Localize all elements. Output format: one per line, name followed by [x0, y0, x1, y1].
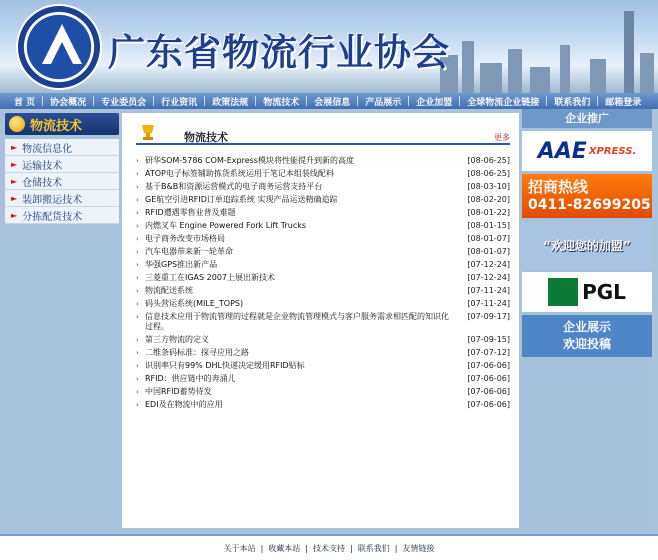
news-title[interactable]: RFID遭遇零售业普及难题	[145, 208, 236, 217]
bullet-icon: ›	[136, 222, 139, 230]
join-ad[interactable]: “欢迎您的加盟”	[522, 221, 652, 269]
news-date: [08-02-20]	[467, 195, 510, 204]
arrow-icon: ►	[11, 142, 18, 152]
left-sidebar-title: 物流技术	[30, 118, 83, 134]
footer-friend-links[interactable]: 友情链接	[402, 543, 435, 553]
news-row[interactable]	[136, 156, 510, 166]
arrow-icon: ►	[11, 159, 18, 169]
nav-tech[interactable]: 物流技术	[263, 97, 300, 108]
news-title[interactable]: 电子商务改变市场格局	[145, 234, 225, 243]
nav-join[interactable]: 企业加盟	[416, 97, 453, 108]
left-sidebar-header	[5, 113, 119, 135]
news-date: [08-06-25]	[467, 156, 510, 165]
showcase-line1: 企业展示	[562, 320, 611, 334]
pgl-logo-mark-icon	[548, 278, 578, 306]
left-menu	[5, 139, 119, 224]
news-title[interactable]: 中国RFID蓄势待发	[145, 387, 212, 396]
news-date: [08-01-15]	[467, 221, 510, 230]
showcase-line2: 欢迎投稿	[562, 337, 611, 351]
news-date: [08-01-07]	[467, 234, 510, 243]
left-menu-item[interactable]: ► 装卸搬运技术	[5, 190, 119, 207]
news-row[interactable]	[136, 387, 510, 397]
bullet-icon: ›	[136, 300, 139, 308]
hotline-number: 0411-82699205	[528, 197, 651, 213]
news-row[interactable]	[136, 169, 510, 179]
news-title[interactable]: 信息技术应用于物流管理的过程就是企业物流管理模式与客户服务需求相匹配的知识化过程。	[145, 312, 449, 331]
news-title[interactable]: 研华SOM-5786 COM-Express模块将性能提升到新的高度	[145, 156, 354, 165]
footer-about-link[interactable]: 关于本站	[223, 543, 256, 553]
news-row[interactable]	[136, 182, 510, 192]
left-menu-item[interactable]: ► 分拣配货技术	[5, 207, 119, 224]
footer: 关于本站 | 收藏本站 | 技术支持 | 联系我们 | 友情链接	[0, 534, 658, 560]
orb-icon	[9, 116, 25, 132]
skyline-building	[560, 45, 570, 93]
nav-mail-login[interactable]: 邮箱登录	[605, 97, 642, 108]
skyline-building	[530, 67, 550, 93]
section-title: 物流技术	[184, 131, 228, 144]
aae-logo-text: AAE	[537, 138, 587, 164]
news-date: [08-01-07]	[467, 247, 510, 256]
news-title[interactable]: 华强GPS推出新产品	[145, 260, 218, 269]
bullet-icon: ›	[136, 248, 139, 256]
bullet-icon: ›	[136, 313, 139, 321]
nav-global-links[interactable]: 全球物流企业链接	[467, 97, 540, 108]
news-row[interactable]	[136, 299, 510, 309]
bullet-icon: ›	[136, 183, 139, 191]
bullet-icon: ›	[136, 401, 139, 409]
bullet-icon: ›	[136, 157, 139, 165]
nav-products[interactable]: 产品展示	[365, 97, 402, 108]
news-date: [07-06-06]	[467, 387, 510, 396]
header-banner	[0, 0, 658, 93]
news-row[interactable]	[136, 195, 510, 205]
news-date: [07-06-06]	[467, 361, 510, 370]
news-date: [07-11-24]	[467, 299, 510, 308]
footer-support-link[interactable]: 技术支持	[313, 543, 345, 553]
news-title[interactable]: GE航空引进RFID订单追踪系统 实现产品运送精确追踪	[145, 195, 338, 204]
news-date: [07-09-15]	[467, 335, 510, 344]
news-row[interactable]	[136, 348, 510, 358]
news-row[interactable]	[136, 312, 510, 332]
news-row[interactable]	[136, 400, 510, 410]
pgl-logo-text: PGL	[582, 280, 626, 304]
skyline-tower	[624, 11, 634, 93]
right-sidebar	[522, 109, 652, 528]
left-menu-item[interactable]: ► 运输技术	[5, 156, 119, 173]
news-row[interactable]	[136, 234, 510, 244]
news-title[interactable]: 内燃叉车 Engine Powered Fork Lift Trucks	[145, 221, 307, 230]
news-title[interactable]: 二维条码标准：探寻应用之路	[145, 348, 249, 357]
bullet-icon: ›	[136, 375, 139, 383]
bullet-icon: ›	[136, 388, 139, 396]
left-menu-item[interactable]: ► 仓储技术	[5, 173, 119, 190]
more-link[interactable]: 更多	[494, 133, 510, 142]
pgl-ad[interactable]	[522, 272, 652, 312]
news-title[interactable]: ATOP电子标签辅助拣货系统运用于笔记本组装线配料	[145, 169, 334, 178]
news-row[interactable]	[136, 221, 510, 231]
arrow-icon: ►	[11, 210, 18, 220]
news-title[interactable]: 三菱重工在IGAS 2007上展出新技术	[145, 273, 276, 282]
news-date: [07-07-12]	[467, 348, 510, 357]
skyline-building	[590, 59, 606, 93]
news-date: [07-12-24]	[467, 273, 510, 282]
bullet-icon: ›	[136, 274, 139, 282]
bullet-icon: ›	[136, 362, 139, 370]
main-nav	[0, 93, 658, 109]
skyline-building	[508, 49, 522, 93]
news-row[interactable]	[136, 247, 510, 257]
news-row[interactable]	[136, 286, 510, 296]
bullet-icon: ›	[136, 209, 139, 217]
nav-home[interactable]: 首 页	[14, 97, 36, 108]
main-content	[122, 113, 519, 528]
news-row[interactable]	[136, 273, 510, 283]
footer-bookmark-link[interactable]: 收藏本站	[268, 543, 301, 553]
bullet-icon: ›	[136, 349, 139, 357]
news-row[interactable]	[136, 361, 510, 371]
news-title[interactable]: 码头营运系统(MILE_TOPS)	[145, 299, 244, 308]
skyline-building	[480, 63, 502, 93]
news-row[interactable]	[136, 374, 510, 384]
aae-express-ad[interactable]	[522, 131, 652, 171]
news-title[interactable]: 识别率只有99% DHL快递决定缓用RFID贴标	[145, 361, 305, 370]
bullet-icon: ›	[136, 196, 139, 204]
right-sidebar-title: 企业推广	[522, 109, 652, 128]
news-date: [07-11-24]	[467, 286, 510, 295]
arrow-icon: ►	[11, 193, 18, 203]
news-list	[136, 156, 510, 413]
showcase-ad[interactable]	[522, 315, 652, 357]
news-row[interactable]	[136, 208, 510, 218]
news-title[interactable]: 汽车电器带来新一轮革命	[145, 247, 233, 256]
nav-policy[interactable]: 政策法规	[212, 97, 249, 108]
nav-about[interactable]: 协会概况	[50, 97, 87, 108]
nav-committees[interactable]: 专业委员会	[101, 97, 147, 108]
bullet-icon: ›	[136, 235, 139, 243]
news-date: [07-06-06]	[467, 400, 510, 409]
nav-news[interactable]: 行业资讯	[161, 97, 198, 108]
news-date: [07-12-24]	[467, 260, 510, 269]
aae-logo-subtext: XPRESS.	[588, 145, 637, 157]
nav-contact[interactable]: 联系我们	[554, 97, 591, 108]
hotline-ad[interactable]	[522, 174, 652, 218]
nav-exhibition[interactable]: 会展信息	[314, 97, 351, 108]
news-title[interactable]: RFID：供应链中的奔涌儿	[145, 374, 236, 383]
news-title[interactable]: 基于B&B和资源运营模式的电子商务运营支持平台	[145, 182, 323, 191]
news-date: [07-06-06]	[467, 374, 510, 383]
site-title: 广东省物流行业协会	[108, 30, 450, 74]
news-date: [08-01-22]	[467, 208, 510, 217]
news-title[interactable]: 物流配送系统	[145, 286, 193, 295]
section-header	[136, 127, 510, 145]
left-sidebar	[5, 113, 119, 533]
association-logo	[16, 4, 102, 90]
news-row[interactable]	[136, 335, 510, 345]
arrow-icon: ►	[11, 176, 18, 186]
skyline-building	[640, 53, 654, 93]
bullet-icon: ›	[136, 170, 139, 178]
news-date: [08-03-10]	[467, 182, 510, 191]
bullet-icon: ›	[136, 261, 139, 269]
bullet-icon: ›	[136, 287, 139, 295]
news-title[interactable]: 第三方物流的定义	[145, 335, 209, 344]
left-menu-item[interactable]: ► 物流信息化	[5, 139, 119, 156]
skyline-building	[462, 41, 474, 93]
news-date: [07-09-17]	[467, 312, 510, 321]
news-row[interactable]	[136, 260, 510, 270]
hotline-label: 招商热线	[528, 178, 589, 196]
news-title[interactable]: EDI及在物流中的应用	[145, 400, 223, 409]
news-date: [08-06-25]	[467, 169, 510, 178]
bullet-icon: ›	[136, 336, 139, 344]
trophy-icon	[138, 123, 158, 141]
footer-contact-link[interactable]: 联系我们	[357, 543, 390, 553]
